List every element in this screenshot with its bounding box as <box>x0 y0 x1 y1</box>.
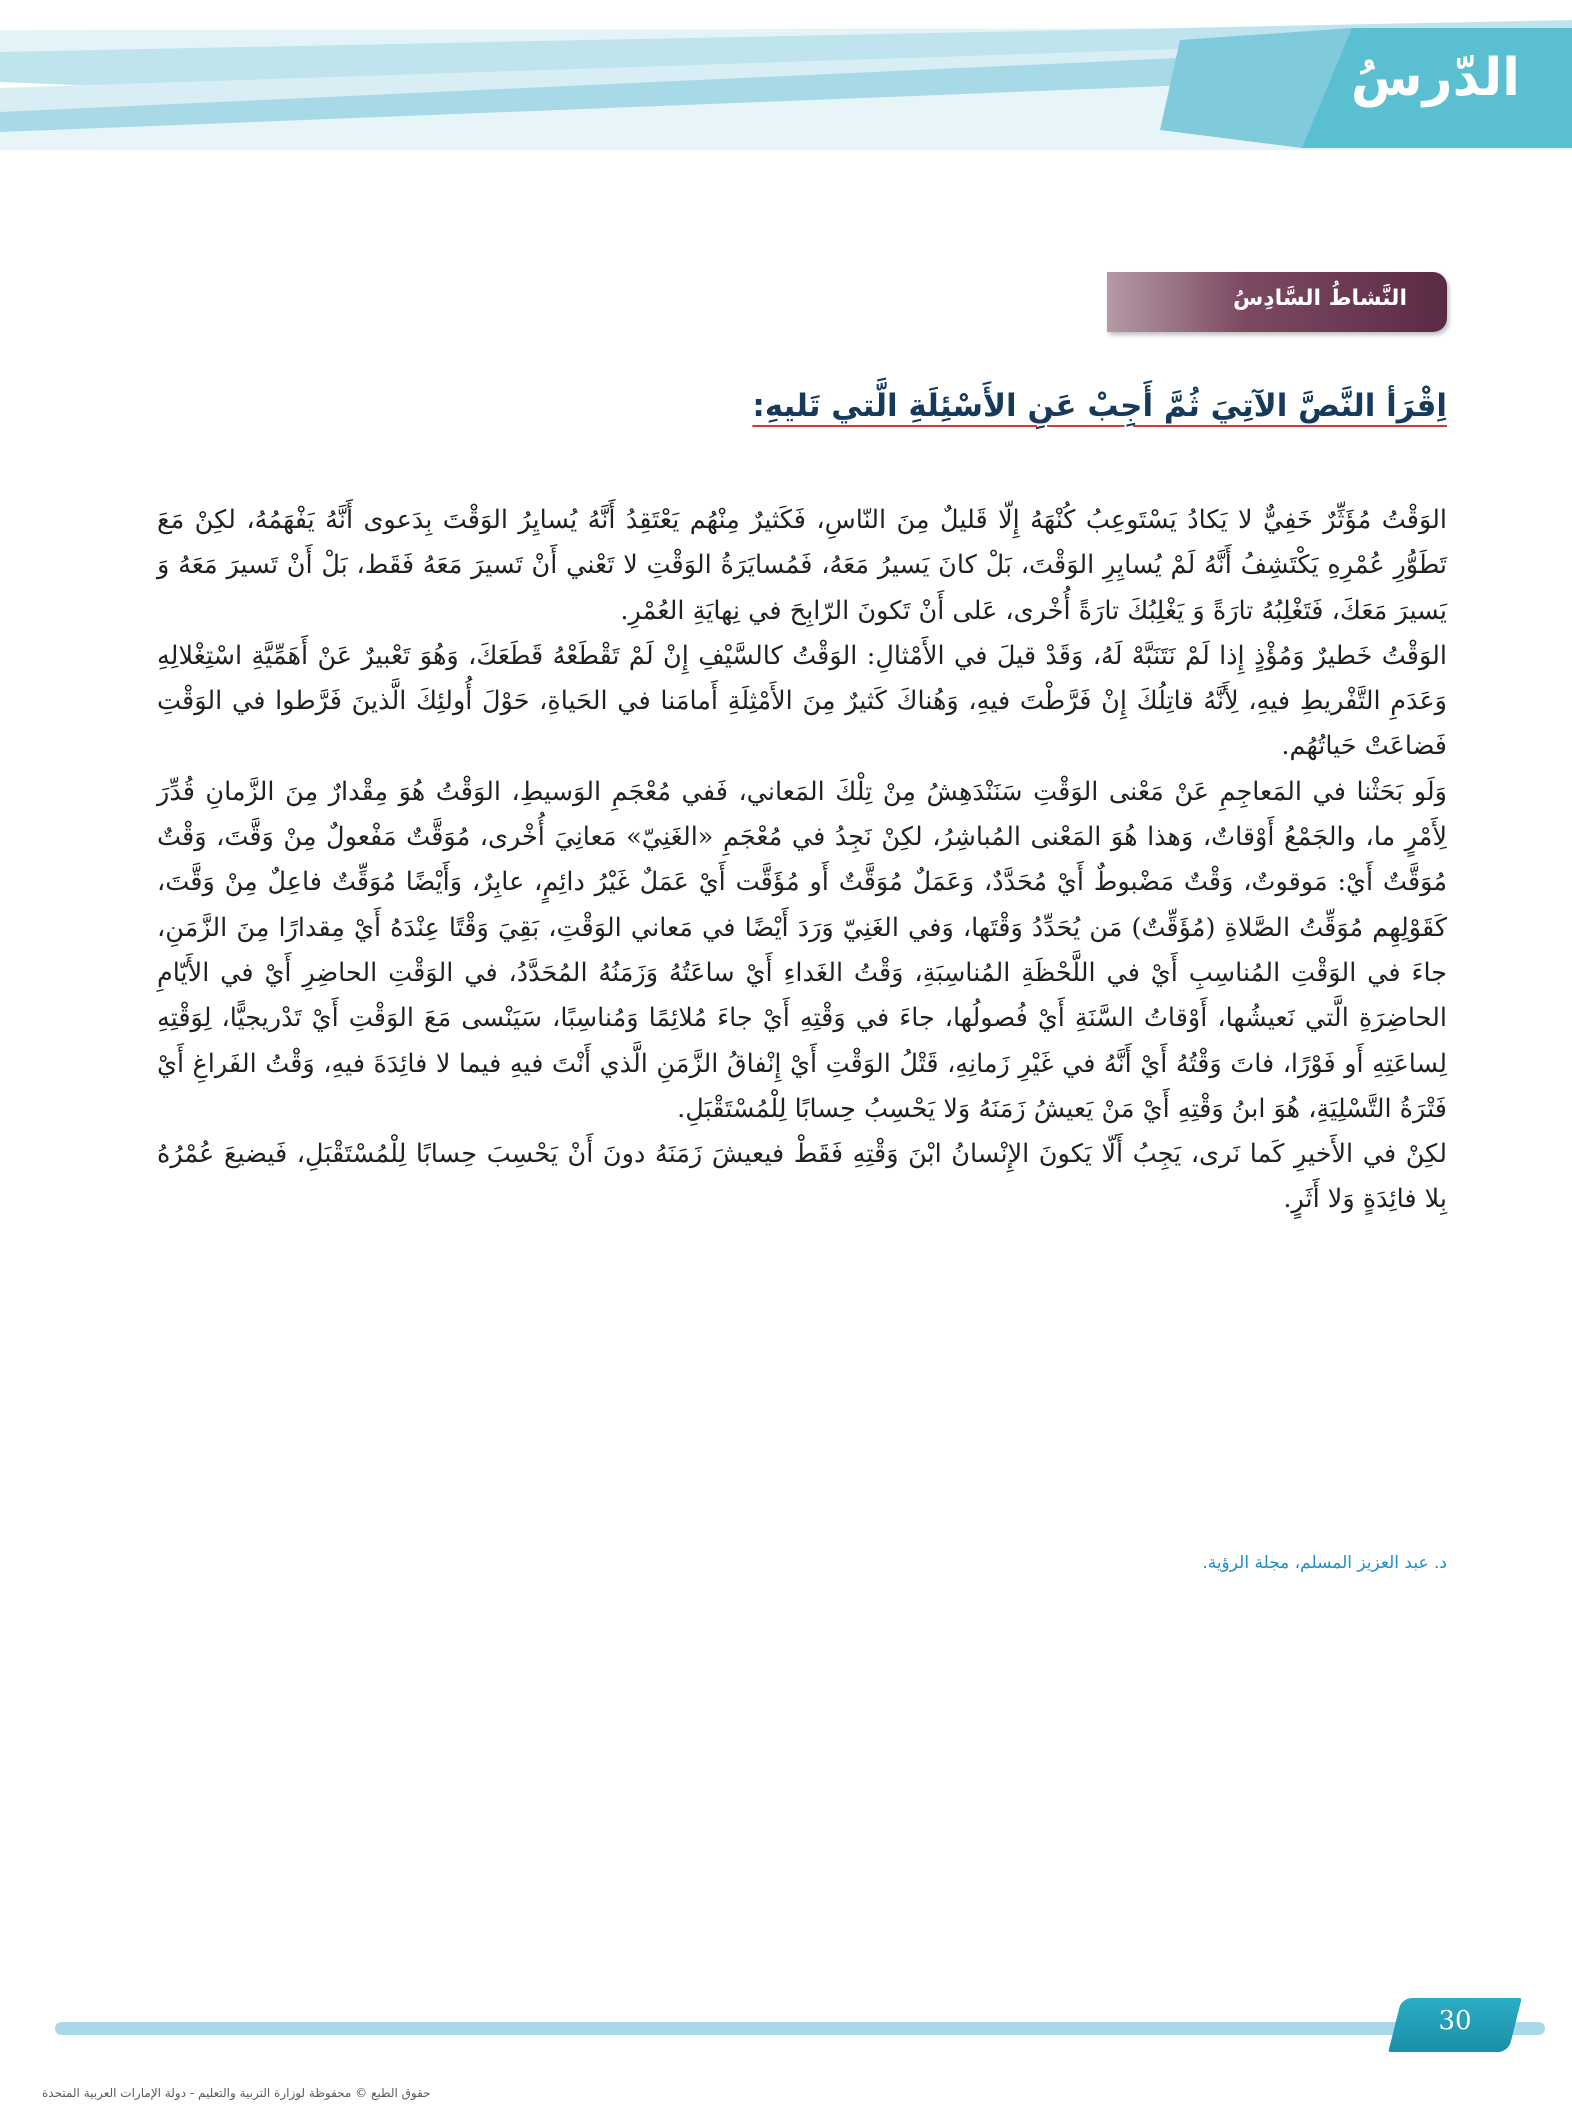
passage-paragraph-4: لكِنْ في الأَخيرِ كَما نَرى، يَجِبُ أَلّا يَكونَ الإِنْسانُ ابْنَ وَقْتِهِ فَقَطْ فيعيشَ زَمَنَهُ دونَ أَنْ يَحْسِبَ حِسابًا لِلْمُسْتَقْبَلِ، فَيضيعَ عُمْرُهُ بِلا فائِدَةٍ وَلا أَثَرٍ. <box>157 1139 1447 1215</box>
passage-paragraph-3: وَلَو بَحَثْنا في المَعاجِمِ عَنْ مَعْنى الوَقْتِ سَنَنْدَهِشُ مِنْ تِلْكَ المَعاني، فَفي مُعْجَمِ الوَسيطِ، الوَقْتُ هُوَ مِقْدارٌ مِنَ الزَّمانِ قُدِّرَ لِأَمْرٍ ما، والجَمْعُ أَوْقاتٌ، وَهذا هُوَ المَعْنى المُباشِرُ، لكِنْ نَجِدُ في مُعْجَمِ «الغَنِيّ» مَعانِيَ أُخْرى، مُوَقَّتٌ مَفْعولٌ مِنْ وَقَّتَ، وَقْتٌ مُوَقَّتٌ أَيْ: مَوقوتٌ، وَقْتٌ مَضْبوطٌ أَيْ مُحَدَّدٌ، وَعَمَلٌ مُوَقَّتٌ أَو مُؤَقَّت أَيْ عَمَلٌ غَيْرُ دائِمٍ، عابِرٌ، وَأَيْضًا مُوَقِّتٌ فاعِلٌ مِنْ وَقَّتَ، كَقَوْلِهِم مُوَقِّتُ الصَّلاةِ (مُؤَقِّتٌ) مَن يُحَدِّدُ وَقْتَها، وَفي الغَنِيّ وَرَدَ أَيْضًا في مَعاني الوَقْتِ، بَقِيَ وَقْتًا عِنْدَهُ أَيْ مِقدارًا مِنَ الزَّمَنِ، جاءَ في الوَقْتِ المُناسِبِ أَيْ في اللَّحْظَةِ المُناسِبَةِ، وَقْتُ الغَداءِ أَيْ ساعَتُهُ وَزَمَنُهُ المُحَدَّدُ، في الوَقْتِ الحاضِرِ أَيْ في الأَيّامِ الحاضِرَةِ الَّتي نَعيشُها، أَوْقاتُ السَّنَةِ أَيْ فُصولُها، جاءَ في وَقْتِهِ أَيْ جاءَ مُلائِمًا وَمُناسِبًا، سَيَنْسى مَعَ الوَقْتِ أَيْ تَدْريجيًّا، لِوَقْتِهِ لِساعَتِهِ أَو فَوْرًا، فاتَ وَقْتُهُ أَيْ أَنَّهُ في غَيْرِ زَمانِهِ، قَتْلُ الوَقْتِ أَيْ إِنْفاقُ الزَّمَنِ الَّذي أَنْتَ فيهِ فيما لا فائِدَةَ فيهِ، وَقْتُ الفَراغِ أَيْ فَتْرَةُ التَّسْلِيَةِ، هُوَ ابنُ وَقْتِهِ أَيْ مَنْ يَعيشُ زَمَنَهُ وَلا يَحْسِبُ حِسابًا لِلْمُسْتَقْبَلِ. <box>157 776 1447 1124</box>
activity-badge <box>1107 272 1447 332</box>
reading-passage <box>157 498 1447 1223</box>
passage-paragraph-2: الوَقْتُ خَطيرٌ وَمُؤْذٍ إِذا لَمْ نَتَنَبَّهْ لَهُ، وَقَدْ قيلَ في الأَمْثالِ: الوَقْتُ كالسَّيْفِ إِنْ لَمْ تَقْطَعْهُ قَطَعَكَ، وَهُوَ تَعْبيرٌ عَنْ أَهَمِّيَّةِ اسْتِغْلالِهِ وَعَدَمِ التَّفْريطِ فيهِ، لِأَنَّهُ قاتِلُكَ إِنْ فَرَّطْتَ فيهِ، وَهُناكَ كَثيرٌ مِنَ الأَمْثِلَةِ أَمامَنا في الحَياةِ، حَوْلَ أُولئِكَ الَّذينَ فَرَّطوا في الوَقْتِ فَضاعَتْ حَياتُهُم. <box>157 640 1447 762</box>
lesson-title: الدّرسُ <box>1350 48 1520 108</box>
header-banner <box>0 0 1572 170</box>
source-citation: د. عبد العزيز المسلم، مجلة الرؤية. <box>1202 1553 1447 1573</box>
copyright-notice: حقوق الطبع © محفوظة لوزارة التربية والتعليم - دولة الإمارات العربية المتحدة <box>42 2086 431 2100</box>
footer-rule <box>55 2022 1545 2035</box>
instruction-heading: اِقْرَأ النَّصَّ الآتِيَ ثُمَّ أَجِبْ عَنِ الأَسْئِلَةِ الَّتي تَليهِ: <box>752 388 1447 424</box>
activity-label: النَّشاطُ السَّادِسُ <box>1232 286 1407 311</box>
page-number: 30 <box>1438 2006 1472 2036</box>
passage-paragraph-1: الوَقْتُ مُؤَثِّرٌ خَفِيٌّ لا يَكادُ يَسْتَوعِبُ كُنْهَهُ إِلّا قَليلٌ مِنَ النّاسِ، فَكَثيرٌ مِنْهُم يَعْتَقِدُ أَنَّهُ يُسايِرُ الوَقْتَ بِدَعوى أَنَّهُ يَفْهَمُهُ، لكِنْ مَعَ تَطَوُّرِ عُمْرِهِ يَكْتَشِفُ أَنَّهُ لَمْ يُسايِرِ الوَقْتَ، بَلْ كانَ يَسيرُ مَعَهُ، فَمُسايَرَةُ الوَقْتِ لا تَعْني أَنْ تَسيرَ مَعَهُ فَقَط، بَلْ أَنْ تَسيرَ مَعَهُ وَ يَسيرَ مَعَكَ، فَتَغْلِبُهُ تارَةً وَ يَغْلِبُكَ تارَةً أُخْرى، عَلى أَنْ تَكونَ الرّابِحَ في نِهايَةِ العُمْرِ. <box>157 505 1447 626</box>
